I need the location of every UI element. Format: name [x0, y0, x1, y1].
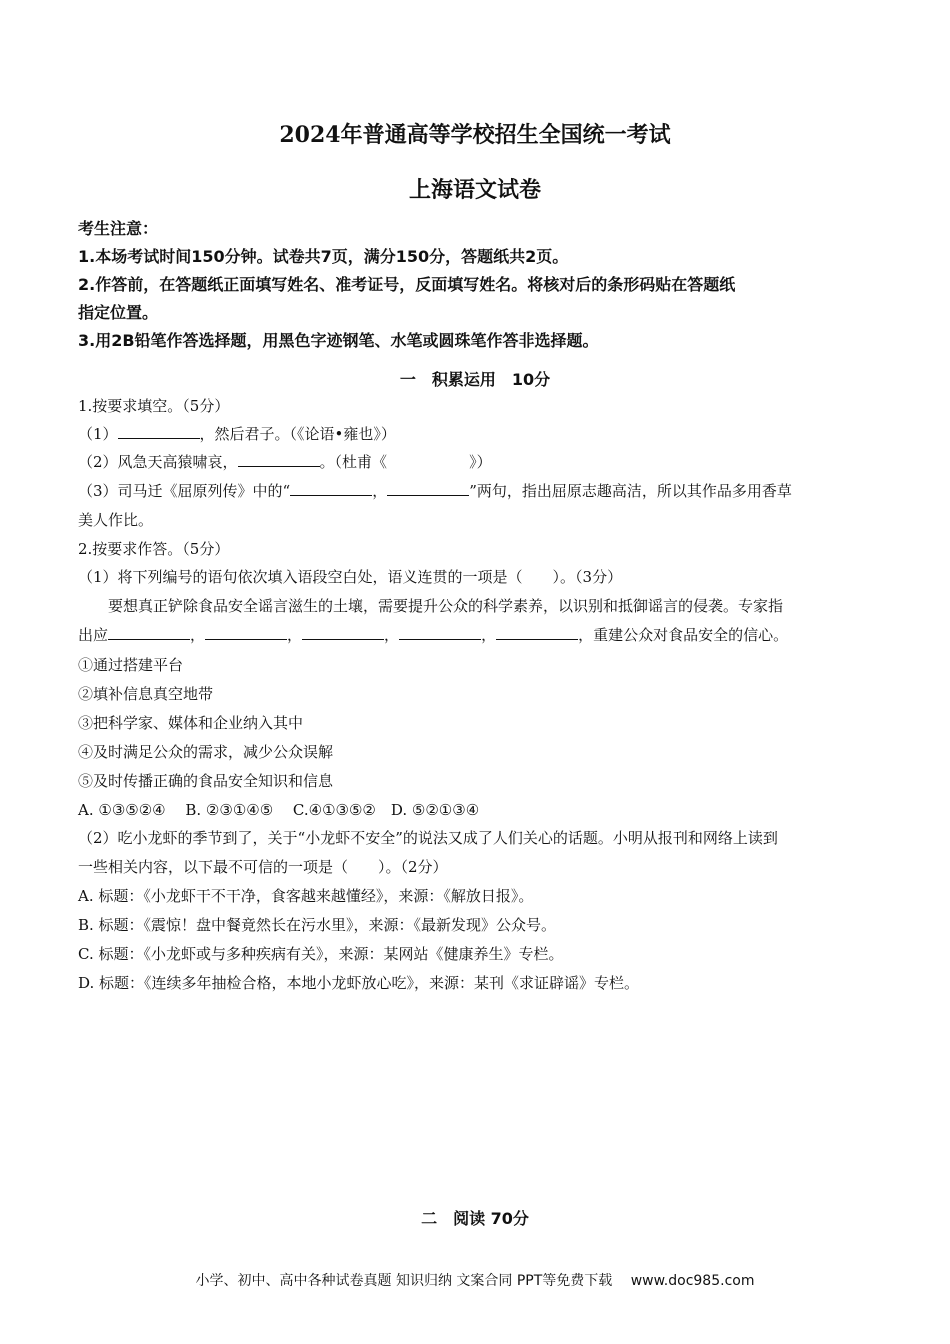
passage-start: 出应 [78, 626, 109, 644]
answer-blank [302, 621, 384, 640]
passage-line-1: 要想真正铲除食品安全谣言滋生的土壤，需要提升公众的科学素养，以识别和抵御谣言的侵袭。专家指 [108, 597, 784, 615]
list-item: ④及时满足公众的需求，减少公众误解 [78, 743, 334, 761]
option-a: A. 标题：《小龙虾干不干净，食客越来越懂经》，来源：《解放日报》。 [78, 887, 534, 905]
q1-part3-cont: 美人作比。 [78, 511, 154, 529]
q1-part1 [78, 420, 878, 448]
answer-blank [238, 448, 320, 467]
q2-sub1: （1）将下列编号的语句依次填入语段空白处，语义连贯的一项是（ ）。（3分） [78, 568, 623, 586]
section-1-heading: 一 积累运用 10分 [399, 370, 551, 389]
q1-part1-rest: ，然后君子。（《论语•雍也》） [199, 425, 396, 443]
notice-heading: 考生注意： [78, 219, 159, 238]
list-item: ②填补信息真空地带 [78, 685, 214, 703]
notice-item-3: 3.用2B铅笔作答选择题，用黑色字迹钢笔、水笔或圆珠笔作答非选择题。 [78, 331, 599, 350]
q1-part2-close: 》） [469, 453, 492, 471]
passage-end: ，重建公众对食品安全的信心。 [578, 626, 789, 644]
q1-part3 [78, 477, 878, 505]
list-item: ⑤及时传播正确的食品安全知识和信息 [78, 772, 334, 790]
comma: ， [384, 626, 400, 644]
comma: ， [287, 626, 303, 644]
comma: ， [481, 626, 497, 644]
answer-blank [108, 621, 190, 640]
exam-subtitle: 上海语文试卷 [408, 177, 541, 203]
section-2-heading: 二 阅读 70分 [421, 1209, 529, 1228]
answer-blank [387, 477, 469, 496]
q2-stem: 2.按要求作答。（5分） [78, 540, 230, 558]
comma: ， [372, 482, 388, 500]
list-item: ①通过搭建平台 [78, 656, 184, 674]
option-b: B. 标题：《震惊！盘中餐竟然长在污水里》，来源：《最新发现》公众号。 [78, 916, 557, 934]
q2-sub2-line-1: （2）吃小龙虾的季节到了，关于“小龙虾不安全”的说法又成了人们关心的话题。小明从报刊和网络上读到 [78, 829, 778, 847]
footer-text: 小学、初中、高中各种试卷真题 知识归纳 文案合同 PPT等免费下载 www.doc985.com [195, 1273, 755, 1289]
comma: ， [190, 626, 206, 644]
passage-line-2 [78, 621, 878, 649]
answer-blank [399, 621, 481, 640]
answer-blank [496, 621, 578, 640]
q1-part2 [78, 448, 878, 476]
notice-block [78, 215, 878, 355]
notice-item-2b: 指定位置。 [78, 303, 159, 322]
q1-part1-open: （1） [78, 425, 118, 443]
q1-part2-open: （2）风急天高猿啸哀， [78, 453, 238, 471]
q1-part3-open: （3）司马迁《屈原列传》中的“ [78, 482, 291, 500]
notice-item-1: 1.本场考试时间150分钟。试卷共7页，满分150分，答题纸共2页。 [78, 247, 569, 266]
q1-stem: 1.按要求填空。（5分） [78, 397, 230, 415]
q1-part2-rest: 。（杜甫《 [319, 453, 388, 471]
q2-sub2-line-2: 一些相关内容，以下最不可信的一项是（ ）。（2分） [78, 858, 448, 876]
option-d: D. 标题：《连续多年抽检合格，本地小龙虾放心吃》，来源：某刊《求证辟谣》专栏。 [78, 974, 640, 992]
exam-title: 2024年普通高等学校招生全国统一考试 [279, 122, 671, 148]
answer-blank [118, 420, 200, 439]
answer-blank [205, 621, 287, 640]
option-c: C. 标题：《小龙虾或与多种疾病有关》，来源：某网站《健康养生》专栏。 [78, 945, 564, 963]
list-item: ③把科学家、媒体和企业纳入其中 [78, 714, 304, 732]
q2-sub1-options: A. ①③⑤②④ B. ②③①④⑤ C.④①③⑤② D. ⑤②①③④ [78, 801, 480, 819]
notice-item-2a: 2.作答前，在答题纸正面填写姓名、准考证号，反面填写姓名。将核对后的条形码贴在答题纸 [78, 275, 736, 294]
q1-part3-rest: ”两句，指出屈原志趣高洁，所以其作品多用香草 [469, 482, 792, 500]
answer-blank [290, 477, 372, 496]
